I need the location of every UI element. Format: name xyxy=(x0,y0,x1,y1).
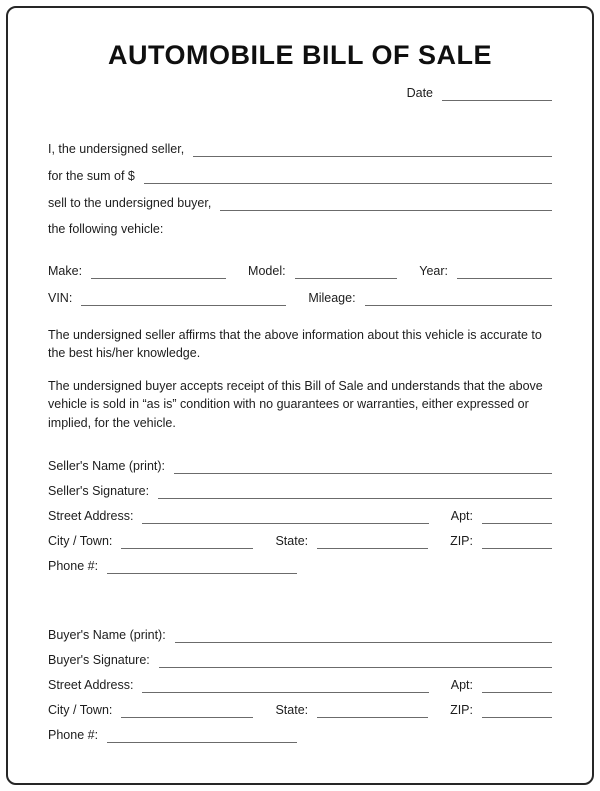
seller-affirmation-text: The undersigned seller affirms that the above information about this vehicle is accurate to the best his/her knowledge. xyxy=(48,328,542,361)
seller-section xyxy=(48,458,552,574)
seller-signature-label: Seller's Signature: xyxy=(48,483,150,498)
seller-state-label: State: xyxy=(275,533,309,548)
following-vehicle-row xyxy=(48,222,552,237)
buyer-state-field[interactable] xyxy=(317,702,428,718)
buyer-apt-label: Apt: xyxy=(450,677,473,692)
seller-signature-row xyxy=(48,483,552,499)
seller-city-field[interactable] xyxy=(121,533,253,549)
undersigned-seller-label: I, the undersigned seller, xyxy=(48,142,185,156)
seller-name-inline-field[interactable] xyxy=(193,141,552,157)
mileage-field[interactable] xyxy=(365,290,552,306)
buyer-intro-row xyxy=(48,195,552,211)
sale-amount-field[interactable] xyxy=(144,168,552,184)
make-model-year-row xyxy=(48,263,552,279)
date-label: Date xyxy=(406,86,433,100)
buyer-acceptance-text: The undersigned buyer accepts receipt of this Bill of Sale and understands that the above vehicle is sold in “as is” condition with no guarantees or warranties, either expressed or implied, for the vehicle. xyxy=(48,379,543,430)
buyer-section xyxy=(48,627,552,743)
buyer-phone-label: Phone #: xyxy=(48,727,99,742)
buyer-city-label: City / Town: xyxy=(48,702,113,717)
seller-signature-field[interactable] xyxy=(158,483,552,499)
seller-street-row xyxy=(48,508,552,524)
buyer-zip-label: ZIP: xyxy=(450,702,473,717)
seller-name-field[interactable] xyxy=(174,458,552,474)
sum-label: for the sum of $ xyxy=(48,169,135,183)
vin-mileage-row xyxy=(48,290,552,306)
buyer-name-row xyxy=(48,627,552,643)
seller-apt-label: Apt: xyxy=(450,508,473,523)
seller-apt-field[interactable] xyxy=(482,508,552,524)
seller-intro-row xyxy=(48,141,552,157)
buyer-apt-field[interactable] xyxy=(482,677,552,693)
vin-field[interactable] xyxy=(81,290,286,306)
buyer-city-field[interactable] xyxy=(121,702,253,718)
seller-phone-label: Phone #: xyxy=(48,558,99,573)
seller-zip-label: ZIP: xyxy=(450,533,473,548)
seller-phone-field[interactable] xyxy=(107,558,297,574)
undersigned-buyer-label: sell to the undersigned buyer, xyxy=(48,196,212,210)
seller-city-row xyxy=(48,533,552,549)
year-label: Year: xyxy=(419,264,448,278)
make-label: Make: xyxy=(48,264,83,278)
buyer-name-inline-field[interactable] xyxy=(220,195,552,211)
model-label: Model: xyxy=(248,264,286,278)
buyer-signature-row xyxy=(48,652,552,668)
model-field[interactable] xyxy=(295,263,398,279)
buyer-name-label: Buyer's Name (print): xyxy=(48,627,166,642)
buyer-signature-field[interactable] xyxy=(159,652,552,668)
seller-street-label: Street Address: xyxy=(48,508,134,523)
date-row xyxy=(48,85,552,101)
buyer-city-row xyxy=(48,702,552,718)
buyer-name-field[interactable] xyxy=(175,627,552,643)
seller-street-field[interactable] xyxy=(142,508,428,524)
seller-phone-row xyxy=(48,558,552,574)
seller-zip-field[interactable] xyxy=(482,533,552,549)
seller-name-label: Seller's Name (print): xyxy=(48,458,165,473)
buyer-signature-label: Buyer's Signature: xyxy=(48,652,150,667)
buyer-state-label: State: xyxy=(275,702,309,717)
mileage-label: Mileage: xyxy=(308,291,356,305)
statements-block xyxy=(48,326,552,432)
buyer-street-label: Street Address: xyxy=(48,677,134,692)
page-title: AUTOMOBILE BILL OF SALE xyxy=(107,40,492,70)
buyer-street-row xyxy=(48,677,552,693)
buyer-zip-field[interactable] xyxy=(482,702,552,718)
buyer-phone-row xyxy=(48,727,552,743)
date-field[interactable] xyxy=(442,85,552,101)
buyer-street-field[interactable] xyxy=(142,677,428,693)
seller-state-field[interactable] xyxy=(317,533,428,549)
year-field[interactable] xyxy=(457,263,552,279)
sum-row xyxy=(48,168,552,184)
seller-city-label: City / Town: xyxy=(48,533,113,548)
make-field[interactable] xyxy=(91,263,226,279)
buyer-phone-field[interactable] xyxy=(107,727,297,743)
seller-name-row xyxy=(48,458,552,474)
section-divider-space xyxy=(48,583,552,627)
vin-label: VIN: xyxy=(48,291,73,305)
following-vehicle-label: the following vehicle: xyxy=(48,222,164,236)
